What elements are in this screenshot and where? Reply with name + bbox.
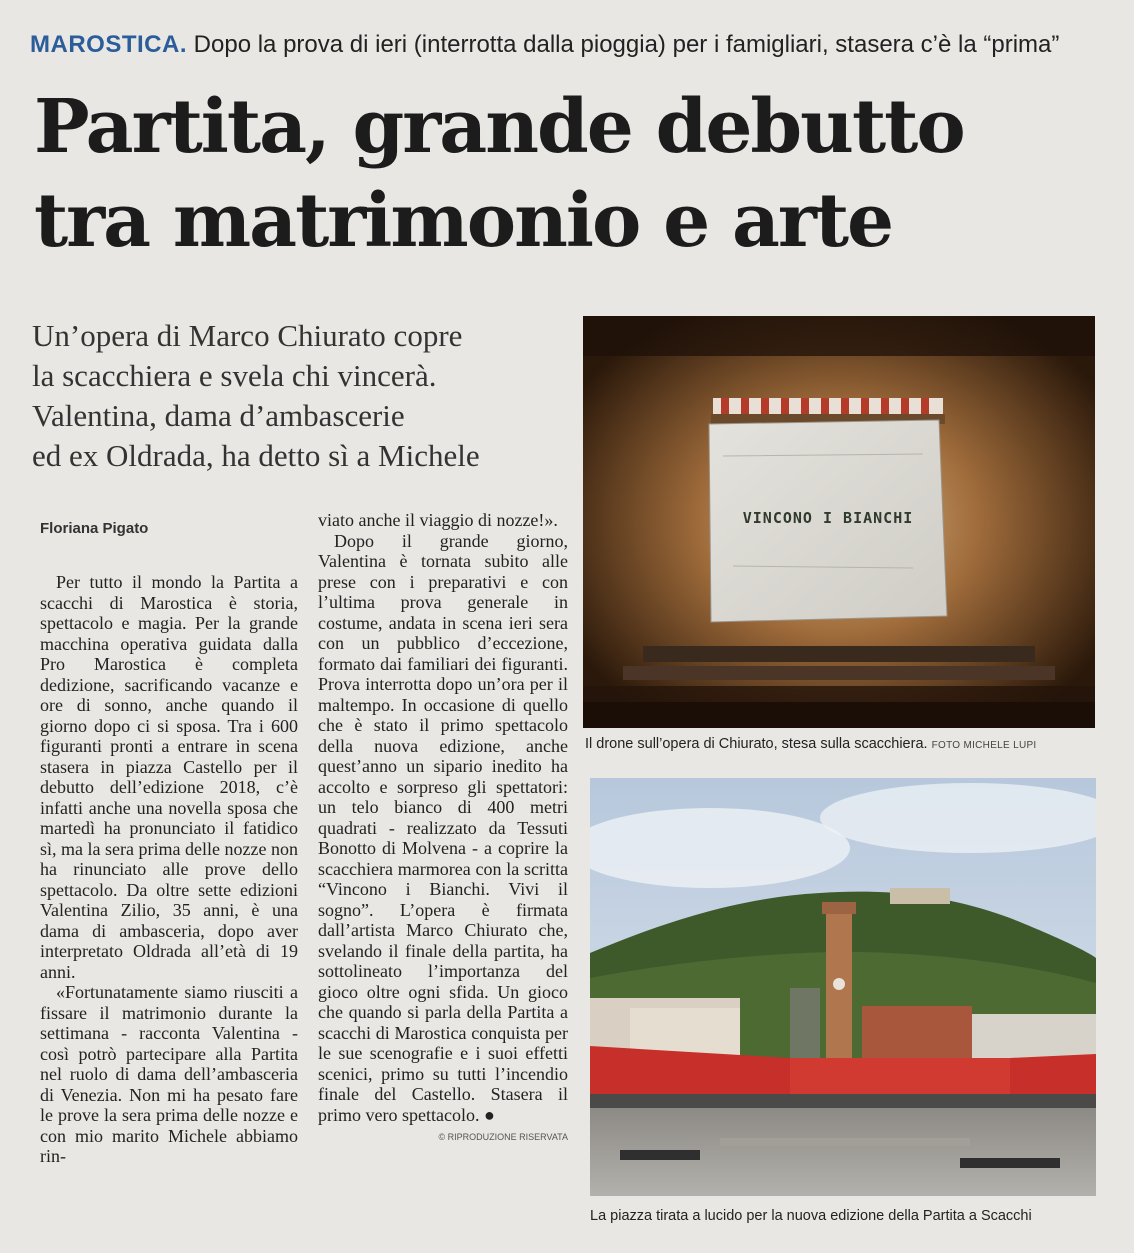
drone-photo-illustration	[583, 316, 1095, 728]
article-column-1	[40, 572, 298, 1167]
caption-text: Il drone sull’opera di Chiurato, stesa sulla scacchiera.	[585, 736, 928, 752]
photo-drone-artwork	[583, 316, 1095, 728]
article-paragraph: viato anche il viaggio di nozze!».	[318, 510, 558, 530]
piazza-photo-illustration	[590, 778, 1096, 1196]
photo-piazza	[590, 778, 1096, 1196]
photo-caption	[585, 736, 1037, 752]
article-paragraph: Dopo il grande giorno, Valentina è tornata subito alle prese con i preparativi e con l’ultima prova generale in costume, andata in scena ieri sera con un pubblico d’eccezione, formato dai familiari dei figuranti. Prova interrotta dopo un’ora per il maltempo. In occasione di quello che è stato il primo spettacolo della nuova edizione, anche quest’anno un sipario inedito ha accolto e sorpreso gli spettatori: un telo bianco di 400 metri quadrati - realizzato da Tessuti Bonotto di Molvena - a coprire la scacchiera marmorea con la scritta “Vincono i Bianchi. Vivi il sogno”. L’opera è firmata dall’artista Marco Chiurato che, svelando il finale della partita, ha sottolineato l’importanza del gioco oltre ogni sfida. Un gioco che quando si parla della Partita a scacchi di Marostica conquista per le sue scenografie e i suoi effetti scenici, primo su tutti l’incendio finale del Castello. Stasera il primo vero spettacolo. ●	[318, 530, 568, 1125]
kicker-location: MAROSTICA.	[30, 31, 187, 58]
kicker	[30, 30, 1130, 60]
byline: Floriana Pigato	[40, 520, 149, 537]
article-paragraph: «Fortunatamente siamo riusciti a fissare il matrimonio durante la settimana - racconta Valentina - così potrò partecipare alla Partita nel ruolo di dama dell’ambasceria di Venezia. Non mi ha pesato fare le prove la sera prima delle nozze e con mio marito Michele abbiamo rin-	[40, 982, 298, 1166]
subhead-line: Valentina, dama d’ambascerie	[32, 398, 405, 433]
headline-line-2: tra matrimonio e arte	[34, 178, 893, 264]
kicker-text: Dopo la prova di ieri (interrotta dalla pioggia) per i famigliari, stasera c’è la “prima”	[193, 31, 1060, 58]
copyright-notice: © RIPRODUZIONE RISERVATA	[438, 1132, 568, 1142]
headline-line-1: Partita, grande debutto	[34, 84, 964, 170]
subhead-line: la scacchiera e svela chi vincerà.	[32, 358, 437, 393]
subhead-line: ed ex Oldrada, ha detto sì a Michele	[32, 438, 480, 473]
subhead-line: Un’opera di Marco Chiurato copre	[32, 318, 463, 353]
photo-caption: La piazza tirata a lucido per la nuova edizione della Partita a Scacchi	[590, 1208, 1032, 1224]
sheet-text: VINCONO I BIANCHI	[742, 509, 914, 527]
article-paragraph: Per tutto il mondo la Partita a scacchi di Marostica è storia, spettacolo e magia. Per la grande macchina operativa guidata dalla Pro Marostica è completa dedizione, sacrificando vacanze e ore di sonno, anche quando il giorno dopo ci si sposa. Tra i 600 figuranti pronti a entrare in scena stasera in piazza Castello per il debutto dell’edizione 2018, c’è infatti anche una novella sposa che martedì ha pronunciato il fatidico sì, ma la sera prima delle nozze non ha rinunciato alle prove dello spettacolo. Da oltre sette edizioni Valentina Zilio, 35 anni, è una dama di ambasceria, dopo aver interpretato Oldrada all’età di 19 anni.	[40, 572, 298, 982]
subheadline	[32, 316, 577, 476]
stand-stripes-top	[713, 398, 943, 416]
photo-credit: FOTO MICHELE LUPI	[931, 740, 1037, 751]
article-column-2	[318, 510, 568, 1148]
headline	[34, 80, 1124, 268]
